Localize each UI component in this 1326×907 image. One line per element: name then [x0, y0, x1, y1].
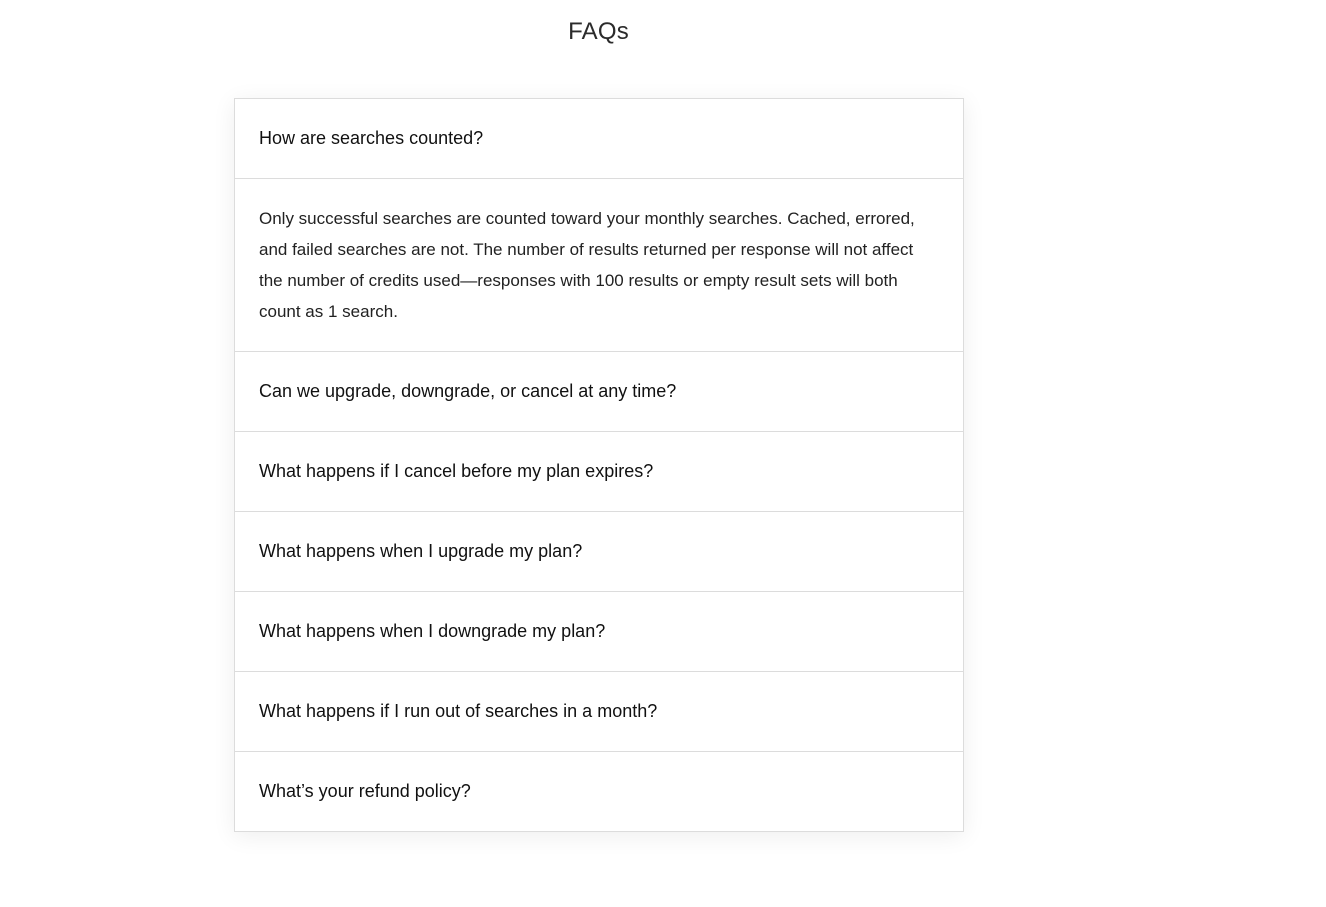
faq-question-upgrade-downgrade-cancel[interactable] — [235, 352, 963, 432]
faq-question-label: What happens if I run out of searches in a month? — [259, 701, 658, 721]
faq-question-searches-counted[interactable] — [235, 99, 963, 179]
faq-question-cancel-before-expiry[interactable] — [235, 432, 963, 512]
faq-question-label: Can we upgrade, downgrade, or cancel at any time? — [259, 381, 677, 401]
faq-answer-searches-counted — [235, 179, 963, 352]
faq-question-label: What’s your refund policy? — [259, 781, 471, 801]
faq-answer-text: Only successful searches are counted toward your monthly searches. Cached, errored, and failed searches are not. The number of results returned per response will not affect the number of credits used—responses with 100 results or empty result sets will both count as 1 search. — [259, 209, 915, 321]
faq-accordion — [234, 98, 964, 832]
faq-question-refund-policy[interactable] — [235, 752, 963, 831]
faq-question-run-out-of-searches[interactable] — [235, 672, 963, 752]
faq-question-upgrade-plan[interactable] — [235, 512, 963, 592]
faq-question-label: What happens if I cancel before my plan expires? — [259, 461, 654, 481]
faq-question-label: What happens when I upgrade my plan? — [259, 541, 583, 561]
page-title: FAQs — [568, 18, 629, 45]
faq-question-label: How are searches counted? — [259, 128, 484, 148]
faq-question-label: What happens when I downgrade my plan? — [259, 621, 606, 641]
faq-question-downgrade-plan[interactable] — [235, 592, 963, 672]
